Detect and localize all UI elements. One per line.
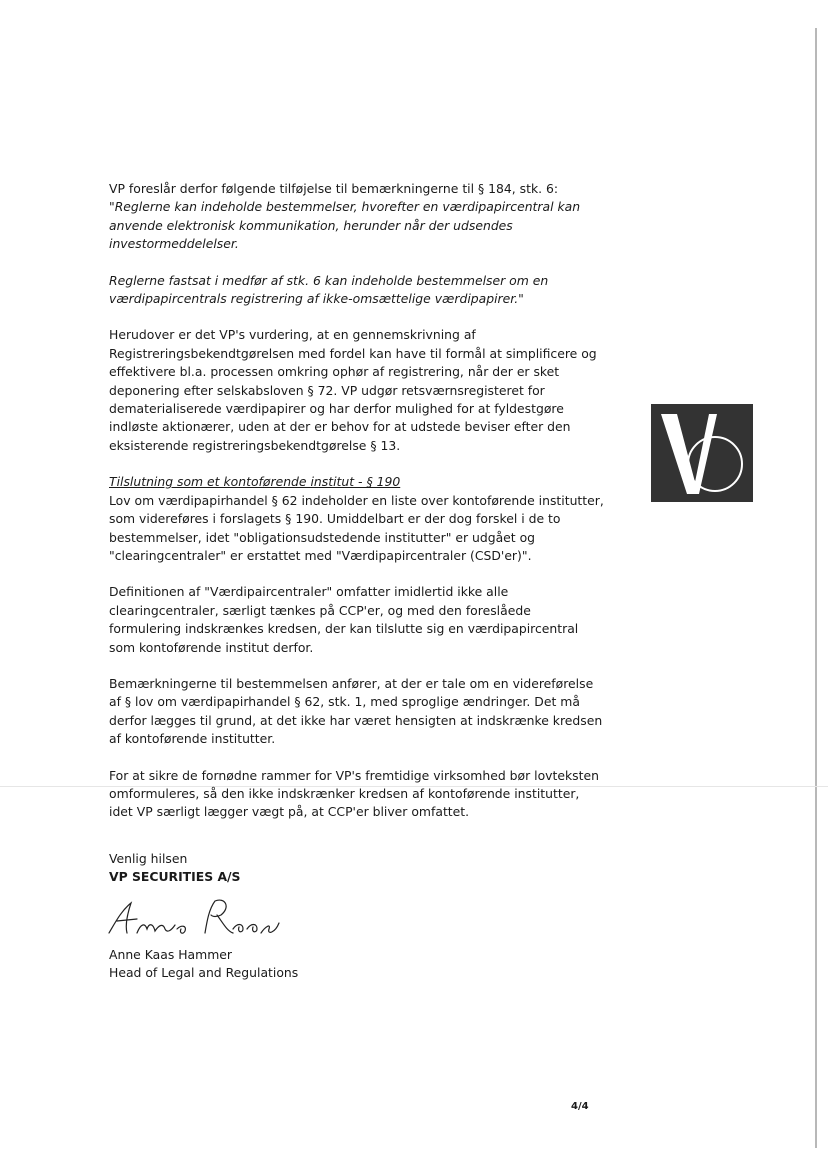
paragraph-registration: Herudover er det VP's vurdering, at en gennemskrivning af Registreringsbekendtgørelsen med fordel kan have til formål at simplificere og effektivere bl.a. processen omkring ophør af registrering, når der er sket deponering efter selskabsloven § 72. VP udgør retsværnsregisteret for dematerialiserede værdipapirer og har derfor mulighed for at fyldestgøre indløste aktionærer, uden at der er behov for at udstede beviser efter den eksisterende registreringsbekendtgørelse § 13. <box>109 327 597 453</box>
greeting: Venlig hilsen <box>109 850 188 866</box>
paragraph-intro: VP foreslår derfor følgende tilføjelse til bemærkningerne til § 184, stk. 6: <box>109 181 559 196</box>
page-number: 4/4 <box>571 1101 589 1112</box>
paragraph-section-190: Lov om værdipapirhandel § 62 indeholder en liste over kontoførende institutter, som videreføres i forslagets § 190. Umiddelbart er der dog forskel i de to bestemmelser, idet "obligationsudstedende institutter" er udgået og "clearingcentraler" er erstattet med "Værdipapircentraler (CSD'er)". <box>109 492 604 563</box>
paragraph-definition: Definitionen af "Værdipaircentraler" omfatter imidlertid ikke alle clearingcentraler, særligt tænkes på CCP'er, og med den foreslåede formulering indskrænkes kredsen, der kan tilslutte sig en værdipapircentral som kontoførende institut derfor. <box>109 584 579 655</box>
letter-body <box>109 180 605 983</box>
paragraph-conclusion: For at sikre de fornødne rammer for VP's fremtidige virksomhed bør lovteksten omformuleres, så den ikke indskrænker kredsen af kontoførende institutter, idet VP særligt lægger vægt på, at CCP'er bliver omfattet. <box>109 767 599 820</box>
quote-paragraph-1: "Reglerne kan indeholde bestemmelser, hvorefter en værdipapircentral kan anvende elektronisk kommunikation, herunder når der udsendes investormeddelelser. <box>109 199 581 252</box>
quote-paragraph-2: Reglerne fastsat i medfør af stk. 6 kan indeholde bestemmelser om en værdipapircentrals registrering af ikke-omsættelige værdipapirer." <box>109 272 549 307</box>
section-heading: Tilslutning som et kontoførende institut - § 190 <box>109 474 401 490</box>
signatory-name: Anne Kaas Hammer <box>109 947 232 962</box>
signatory-title: Head of Legal and Regulations <box>109 965 299 981</box>
signature-icon <box>101 893 291 939</box>
vp-logo-icon <box>651 404 753 502</box>
page-edge <box>815 28 817 1148</box>
paragraph-remarks: Bemærkningerne til bestemmelsen anfører, at der er tale om en videreførelse af § lov om værdipapirhandel § 62, stk. 1, med sproglige ændringer. Det må derfor lægges til grund, at det ikke har været hensigten at indskrænke kredsen af kontoførende institutter. <box>109 675 603 747</box>
company-name: VP SECURITIES A/S <box>109 869 241 885</box>
closing-block <box>109 850 605 983</box>
